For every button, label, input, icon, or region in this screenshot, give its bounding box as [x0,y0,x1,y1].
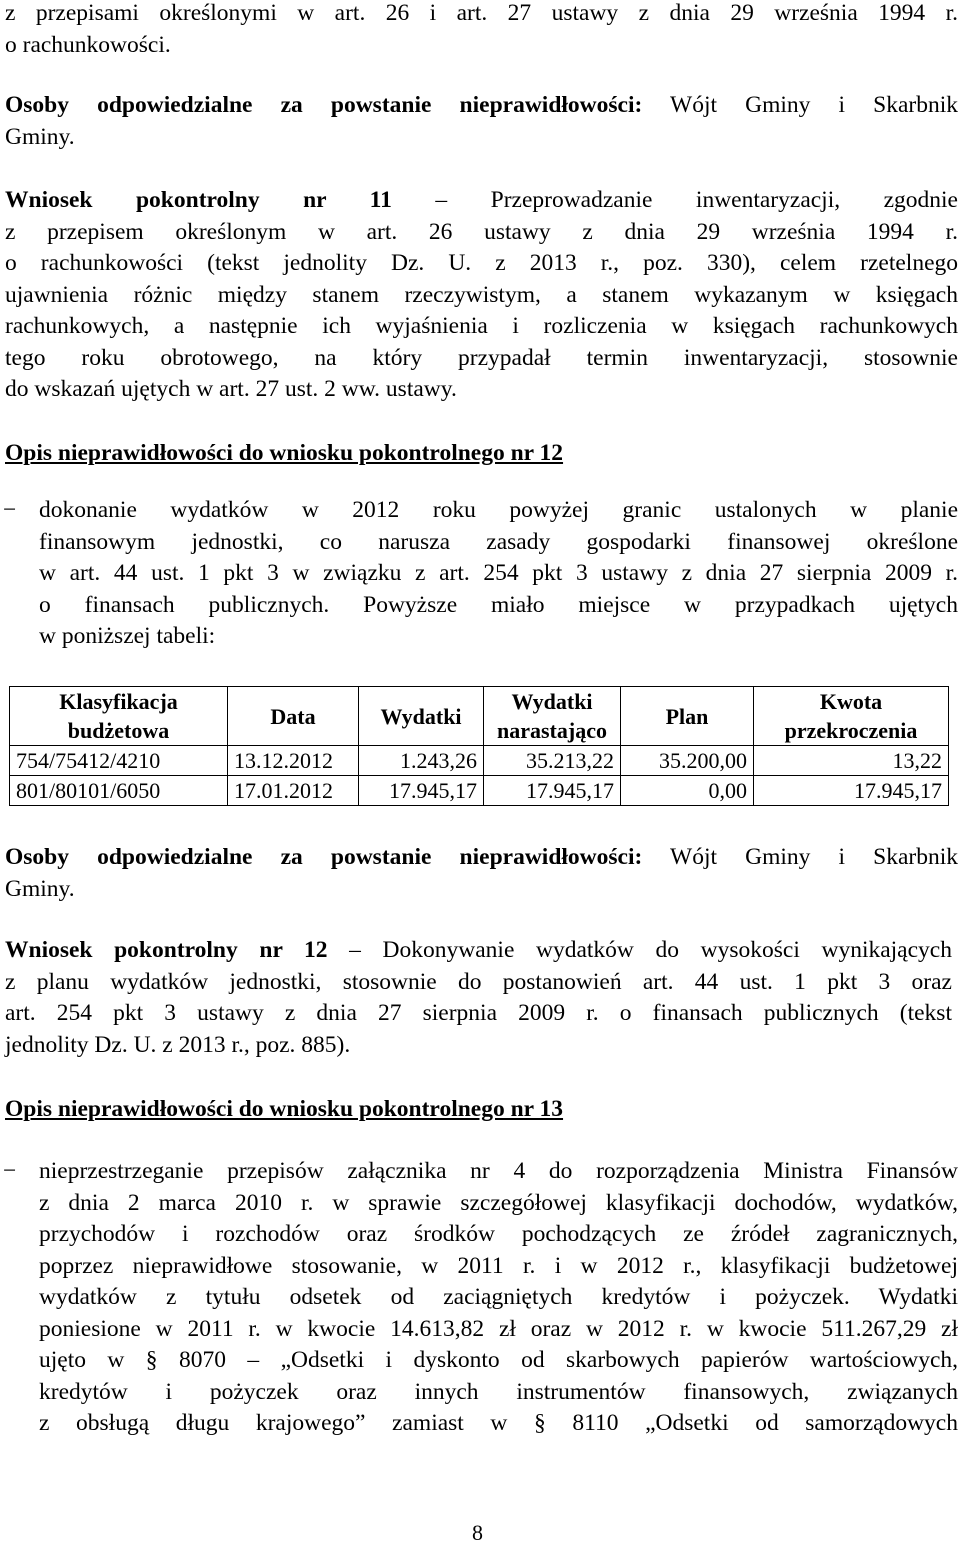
cell-plan: 35.200,00 [621,746,754,776]
text-line: wydatków z tytułu odsetek od zaciągniętych kredytów i pożyczek. Wydatki [39,1284,958,1310]
text-line: poprzez nieprawidłowe stosowanie, w 2011 r. i w 2012 r., klasyfikacji budżetowej [39,1252,958,1279]
bullet-item-13 [5,1156,958,1440]
cell-expenses: 17.945,17 [359,776,484,806]
dash-bullet-icon: − [3,497,17,523]
text-line: ujęto w § 8070 – „Odsetki i dyskonto od skarbowych papierów wartościowych, [39,1347,958,1373]
col-header-excess: Kwota przekroczenia [754,687,949,746]
expenditure-table [9,686,949,806]
bullet-item-12 [5,495,958,653]
heading-text: Opis nieprawidłowości do wniosku pokontrolnego nr 12 [5,440,564,466]
col-header-cumulative: Wydatki narastająco [484,687,621,746]
responsible-persons-1 [5,90,958,153]
cell-classification: 801/80101/6050 [10,776,228,806]
text-line: o rachunkowości (tekst jednolity Dz. U. z 2013 r., poz. 330), celem rzetelnego [5,250,958,276]
cell-date: 17.01.2012 [228,776,359,806]
label-bold: Osoby odpowiedzialne za powstanie nieprawidłowości: [5,92,643,118]
text-line: Gminy. [5,875,75,902]
text-line: ujawnienia różnic między stanem rzeczywistym, a stanem wykazanym w księgach [5,281,958,308]
text-fragment: Wójt Gminy i Skarbnik [642,844,959,870]
page-number: 8 [472,1520,483,1545]
text-line: z przepisem określonym w art. 26 ustawy z dnia 29 września 1994 r. [5,218,958,245]
cell-date: 13.12.2012 [228,746,359,776]
recommendation-11 [5,185,958,406]
cell-excess: 17.945,17 [754,776,949,806]
responsible-persons-2 [5,842,958,905]
text-line: w art. 44 ust. 1 pkt 3 w związku z art. 254 pkt 3 ustawy z dnia 27 sierpnia 2009 r. [39,560,958,586]
text-fragment: – Dokonywanie wydatków do wysokości wynikających [327,937,952,963]
text-fragment: – Przeprowadzanie inwentaryzacji, zgodnie [391,187,958,213]
text-line: poniesione w 2011 r. w kwocie 14.613,82 zł oraz w 2012 r. w kwocie 511.267,29 zł [39,1315,958,1342]
text-line: z planu wydatków jednostki, stosownie do postanowień art. 44 ust. 1 pkt 3 oraz [5,968,952,995]
text-line: jednolity Dz. U. z 2013 r., poz. 885). [5,1031,351,1058]
paragraph-continuation [5,0,958,61]
cell-excess: 13,22 [754,746,949,776]
heading-text: Opis nieprawidłowości do wniosku pokontrolnego nr 13 [5,1096,564,1122]
text-line: z obsługą długu krajowego” zamiast w § 8110 „Odsetki od samorządowych [39,1410,958,1436]
text-line: tego roku obrotowego, na który przypadał termin inwentaryzacji, stosownie [5,344,958,371]
dash-bullet-icon: − [3,1158,17,1184]
text-line: z dnia 2 marca 2010 r. w sprawie szczegółowej klasyfikacji dochodów, wydatków, [39,1189,958,1216]
section-heading-12 [5,438,563,470]
recommendation-title: Wniosek pokontrolny nr 12 [5,937,328,963]
text-line: w poniższej tabeli: [39,623,216,649]
cell-cumulative: 35.213,22 [484,746,621,776]
table-row [10,746,949,776]
col-header-expenses: Wydatki [359,687,484,746]
text-line: przychodów i rozchodów oraz środków pochodzących ze źródeł zagranicznych, [39,1221,958,1247]
text-line: o finansach publicznych. Powyższe miało miejsce w przypadkach ujętych [39,591,958,618]
cell-plan: 0,00 [621,776,754,806]
text-line: do wskazań ujętych w art. 27 ust. 2 ww. ustawy. [5,376,457,402]
cell-cumulative: 17.945,17 [484,776,621,806]
recommendation-title: Wniosek pokontrolny nr 11 [5,187,392,213]
text-line: rachunkowych, a następnie ich wyjaśnienia i rozliczenia w księgach rachunkowych [5,313,958,339]
text-line: o rachunkowości. [5,31,171,58]
recommendation-12 [5,935,952,1061]
cell-expenses: 1.243,26 [359,746,484,776]
text-line: kredytów i pożyczek oraz innych instrumentów finansowych, związanych [39,1378,958,1405]
section-heading-13 [5,1094,563,1126]
col-header-plan: Plan [621,687,754,746]
text-line: dokonanie wydatków w 2012 roku powyżej granic ustalonych w planie [39,497,958,523]
text-fragment: Wójt Gminy i Skarbnik [642,92,959,118]
label-bold: Osoby odpowiedzialne za powstanie nieprawidłowości: [5,844,643,870]
text-line: Gminy. [5,123,75,150]
col-header-classification: Klasyfikacja budżetowa [10,687,228,746]
text-line: z przepisami określonymi w art. 26 i art. 27 ustawy z dnia 29 września 1994 r. [5,0,958,26]
table-row [10,776,949,806]
text-line: finansowym jednostki, co narusza zasady gospodarki finansowej określone [39,528,958,555]
text-line: nieprzestrzeganie przepisów załącznika nr 4 do rozporządzenia Ministra Finansów [39,1158,958,1184]
text-line: art. 254 pkt 3 ustawy z dnia 27 sierpnia 2009 r. o finansach publicznych (tekst [5,1000,952,1026]
cell-classification: 754/75412/4210 [10,746,228,776]
col-header-date: Data [228,687,359,746]
